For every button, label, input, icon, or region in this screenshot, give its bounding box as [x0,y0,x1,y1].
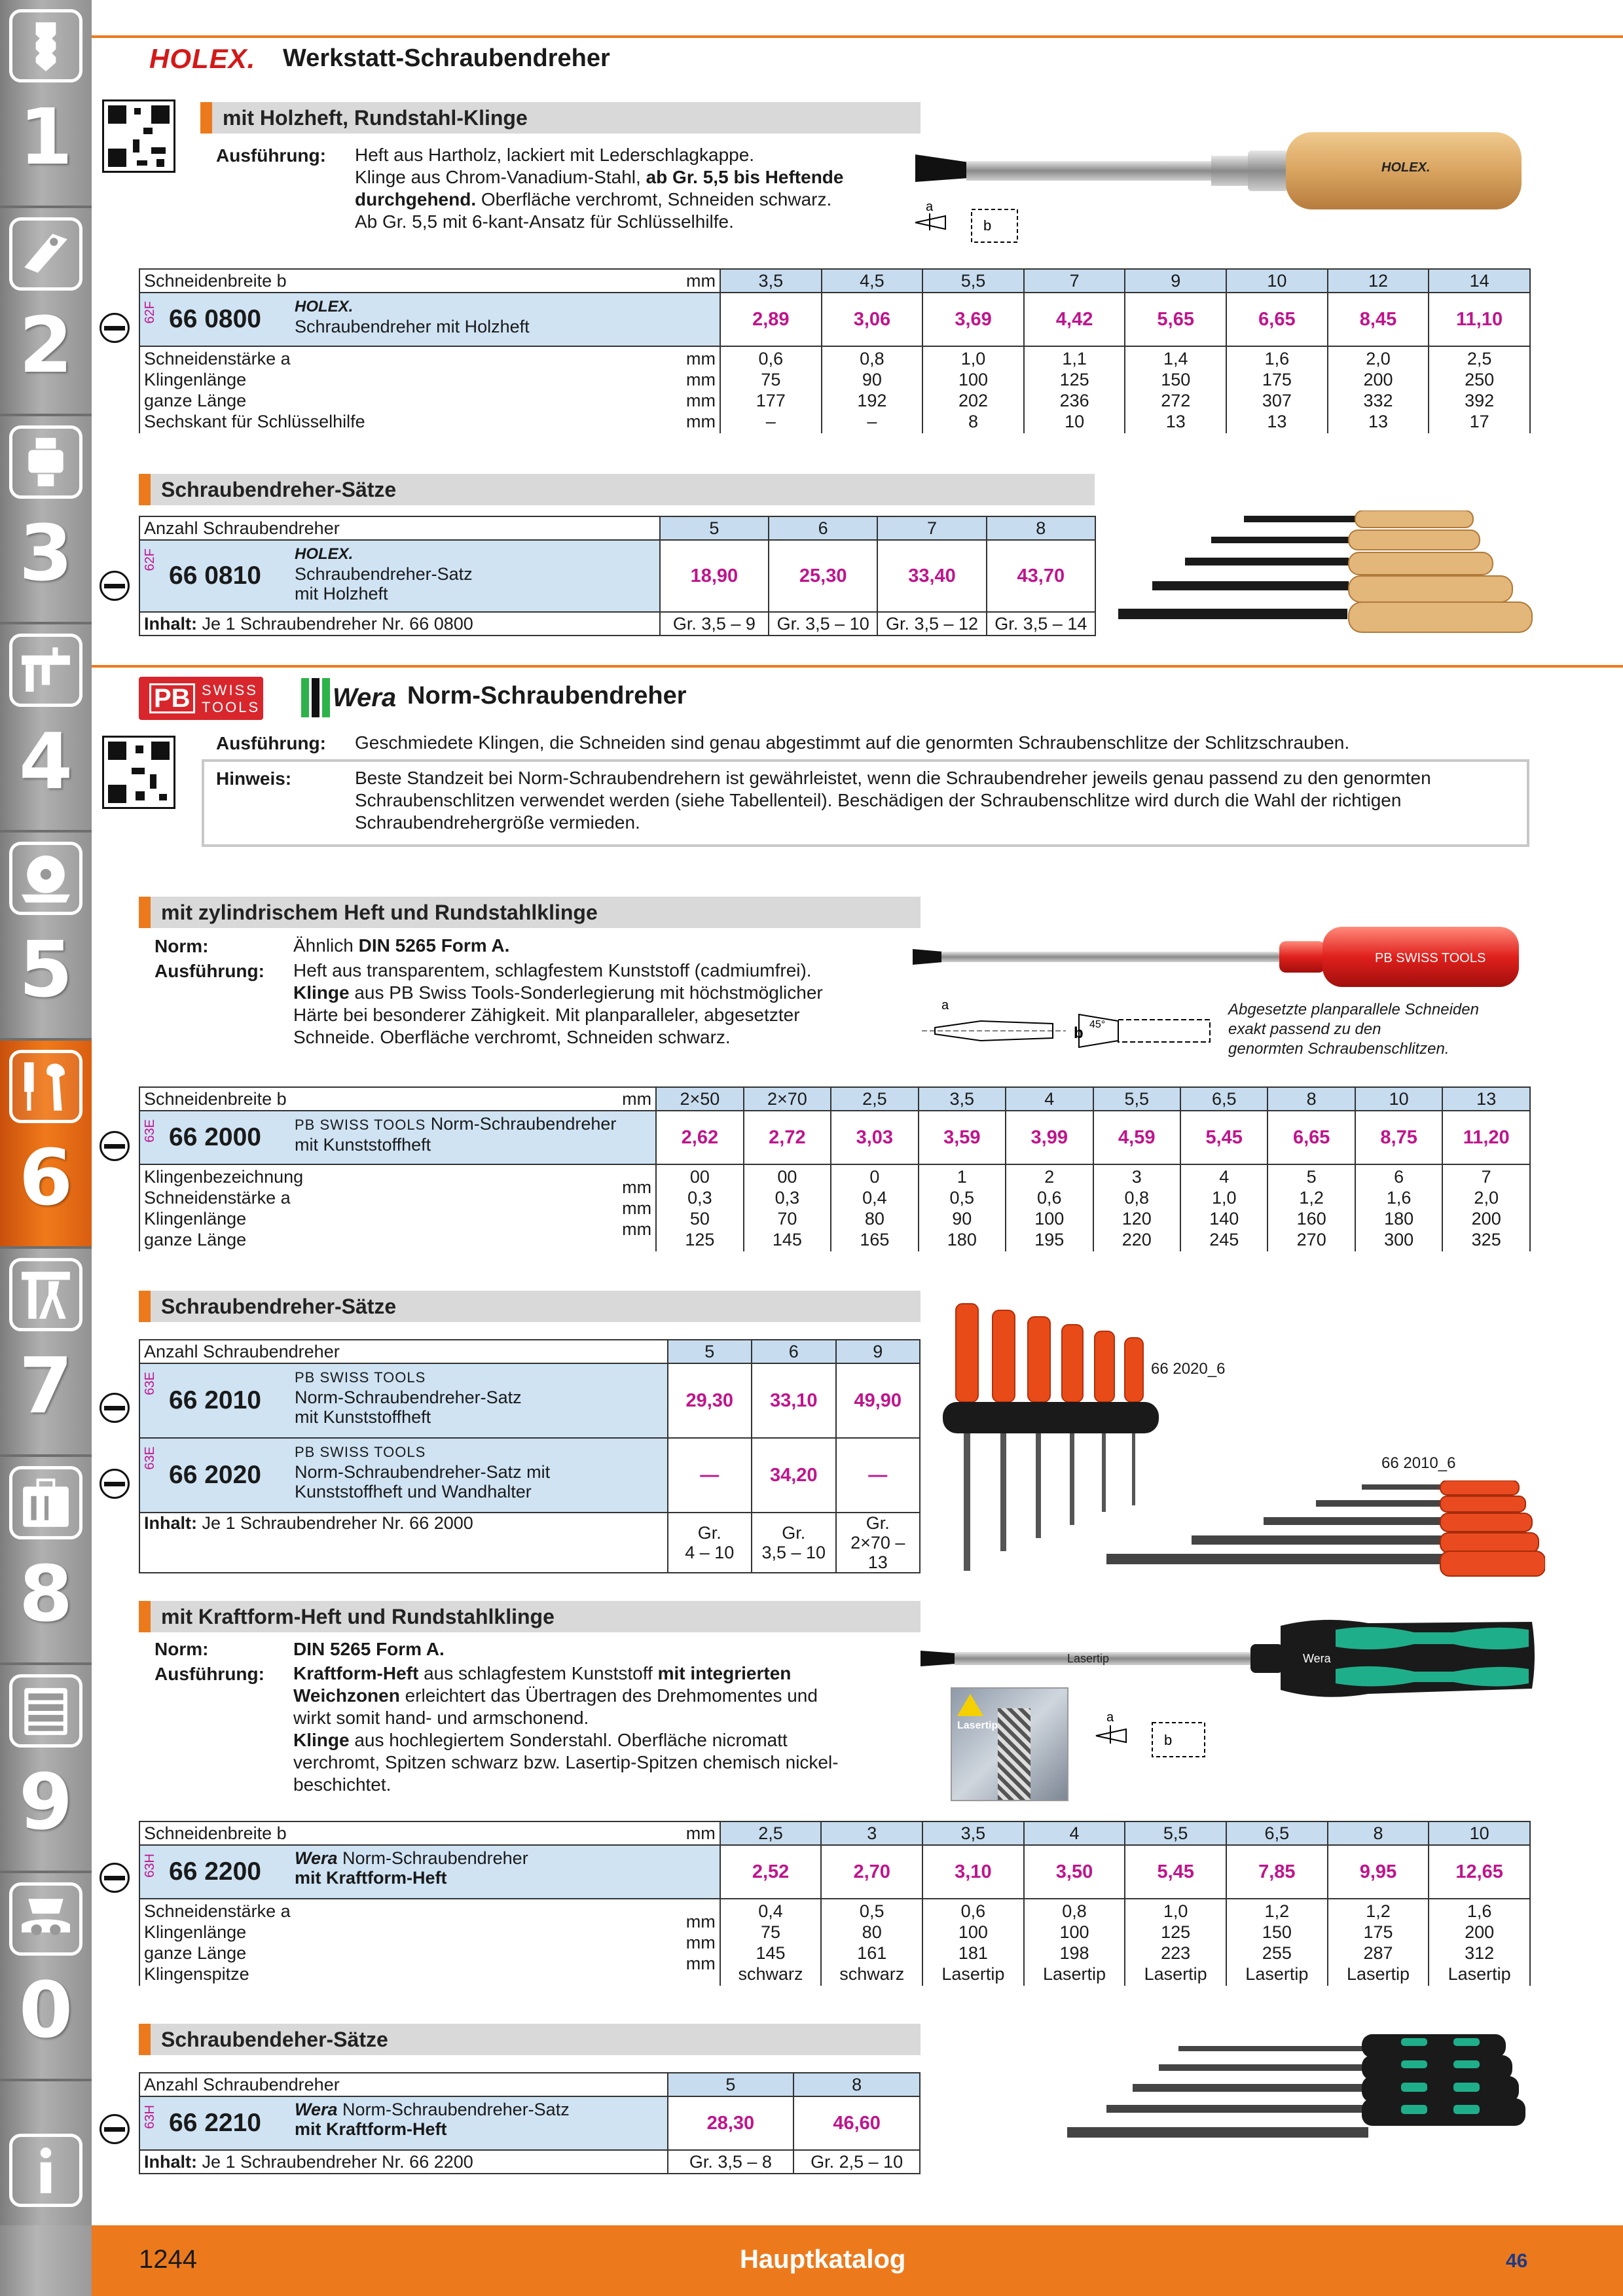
norm-text: DIN 5265 Form A. [293,1639,445,1659]
column-label: Schneidenbreite b [139,1821,660,1845]
chapter-number: 8 [18,1549,73,1639]
chapter-tab-2[interactable] [0,208,92,416]
size-header: 5,5 [922,269,1024,293]
set-range: Gr. 3,5 – 14 [987,612,1095,636]
slot-screw-icon [100,1131,130,1161]
article-cell[interactable] [139,1845,720,1899]
chapter-tab-7[interactable] [0,1249,92,1457]
price: 33,40 [877,540,986,612]
insert-tool-icon [9,217,82,291]
price-code: 63H [143,1854,157,1878]
price: 3,69 [922,293,1024,346]
norm-blade-diagram [922,995,1223,1067]
svg-text:b: b [1164,1732,1173,1748]
lasertip-label: Lasertip [957,1720,998,1731]
price: 5,65 [1125,293,1226,346]
size-header: 2×70 [744,1087,831,1111]
size-header: 6,5 [1180,1087,1267,1111]
ausfuehrung-text: Geschmiedete Klingen, die Schneiden sind genau abgestimmt auf die genormten Schraubenschlitze der Schlitzschrauben. [355,732,1350,753]
unit: mm [660,1821,720,1845]
size-header: 12 [1328,269,1429,293]
article-number: 66 2010 [169,1386,261,1414]
size-header: 5,5 [1093,1087,1180,1111]
ausfuehrung-text: Heft aus Hartholz, lackiert mit Lederschlagkappe. Klinge aus Chrom-Vanadium-Stahl, ab Gr. 5,5 bis Heftende durchgehend. Oberfläche verchromt, Schneiden schwarz. Ab Gr. 5,5 mit 6-kant-Ansatz für Schlüsselhilfe. [355,145,844,232]
set-range: Gr. 2,5 – 10 [793,2150,920,2174]
chapter-number: 3 [18,508,73,598]
info-icon [9,2134,82,2207]
price-code: 63E [143,1119,157,1143]
size-header: 3 [821,1821,922,1845]
wera-set-image [1061,2029,1532,2160]
size-header: 13 [1442,1087,1530,1111]
chapter-number: 5 [18,924,73,1014]
ausfuehrung-label: Ausführung: [155,961,264,981]
price: 4,59 [1093,1111,1180,1164]
price: 11,20 [1442,1111,1530,1164]
set-range: Gr. 3,5 – 8 [668,2150,794,2174]
column-label: Schneidenbreite b [139,269,660,293]
ausfuehrung-text: Heft aus transparentem, schlagfestem Kunststoff (cadmiumfrei). Klinge aus PB Swiss Tools-Sonderlegierung mit höchstmöglicher Härte bei besonderer Zähigkeit. Mit planparalleler, abgesetzter Schneide. Oberfläche verchromt, Schneiden schwarz. [293,960,823,1047]
size-header: 10 [1429,1821,1530,1845]
price-code: 63H [143,2105,157,2129]
chapter-tab-3[interactable] [0,416,92,624]
price: 3,50 [1024,1845,1125,1899]
price: 46,60 [793,2096,920,2150]
norm-label: Norm: [155,1639,209,1659]
subsection-bar: mit zylindrischem Heft und Rundstahlklinge [139,897,921,928]
product-row[interactable] [139,1845,1530,1899]
size-header: 8 [1267,1087,1355,1111]
article-cell[interactable] [139,1438,668,1513]
column-label: Anzahl Schraubendreher [139,516,660,540]
price-code: 63E [143,1372,157,1395]
size-header: 8 [793,2073,920,2096]
article-description: HOLEX. Schraubendreher-Satz mit Holzheft [295,545,473,603]
size-header: 3,5 [919,1087,1006,1111]
size-header: 8 [1328,1821,1429,1845]
price: 3,06 [822,293,923,346]
norm-text: Ähnlich DIN 5265 Form A. [293,935,510,956]
slot-screw-icon [100,571,130,601]
price-code: 63E [143,1446,157,1470]
set-range: Gr. 3,5 – 10 [769,612,877,636]
inhalt: Inhalt: Je 1 Schraubendreher Nr. 66 2200 [139,2150,668,2174]
slot-screw-icon [100,1469,130,1499]
price: — [836,1438,921,1513]
article-description: PB SWISS TOOLS Norm-Schraubendreher-Satz mit Kunststoffheft und Wandhalter [295,1444,551,1501]
svg-text:a: a [1106,1710,1114,1725]
pliers-icon [9,1258,82,1331]
workbench-icon [9,1674,82,1748]
price: 12,65 [1429,1845,1530,1899]
set-range: Gr. 3,5 – 10 [752,1513,835,1573]
price: 11,10 [1429,293,1530,346]
set-range: Gr. 2×70 – 13 [836,1513,921,1573]
size-header: 5 [668,1340,752,1363]
size-header: 4,5 [822,269,923,293]
size-header: 14 [1429,269,1530,293]
price-code: 62F [143,548,157,571]
hinweis-text: Beste Standzeit bei Norm-Schraubendrehern ist gewährleistet, wenn die Schraubendreher jeweils genau passend zu den genormten Schraubenschlitzen verwendet werden (siehe Tabellenteil). Beschädigen der Schraubenschlitze wird durch die Wahl der richtigen Schraubendrehergröße vermieden. [355,768,1431,833]
product-row[interactable] [139,1111,1530,1164]
toolbox-icon [9,1466,82,1539]
subsection-bar: mit Kraftform-Heft und Rundstahlklinge [139,1601,921,1632]
page-number: 1244 [139,2245,197,2274]
spec-rows: Schneidenstärke a Klingenlänge ganze Länge Sechskant für Schlüsselhilfe mm mm mm mm 0,6 75 177 – 0,8 90 192 – 1,0 100 202 8 1,1 125 236 10 1,4 150 272 13 1,6 175 307 13 2,0 200 332 13 2,5 250 392 17 [139,346,1530,433]
grinding-disc-icon [9,842,82,915]
section-rule [92,35,1623,38]
inhalt: Inhalt: Je 1 Schraubendreher Nr. 66 2000 [139,1513,668,1573]
section-title: Norm-Schraubendreher [407,682,687,709]
wera-logo: Wera [333,683,397,712]
wood-screwdriver-set-image [1113,511,1539,648]
price: 25,30 [769,540,877,612]
norm-label: Norm: [155,936,209,956]
column-label: Anzahl Schraubendreher [139,1340,668,1363]
size-header: 2,5 [831,1087,918,1111]
chapter-tab-4[interactable] [0,624,92,833]
product-row[interactable] [139,540,1095,612]
product-table-660810 [139,516,1096,636]
set-range: Gr. 3,5 – 9 [660,612,769,636]
price: 3,10 [922,1845,1024,1899]
section-title: Werkstatt-Schraubendreher [283,45,610,72]
chuck-icon [9,425,82,499]
price: 4,42 [1024,293,1125,346]
inhalt: Inhalt: Je 1 Schraubendreher Nr. 66 0800 [139,612,660,636]
size-header: 8 [987,516,1095,540]
price: 6,65 [1267,1111,1355,1164]
drill-bit-icon [9,9,82,82]
chapter-tab-1[interactable] [0,0,92,208]
product-table-662200 [139,1821,1531,1986]
set-range: Gr. 3,5 – 12 [877,612,986,636]
spec-rows: Klingenbezeichnung Schneidenstärke a Klingenlänge ganze Länge mm mm mm 00 0,3 50 125 00 0,3 70 145 0 0,4 80 165 1 0,5 90 180 2 0,6 100 195 3 0,8 120 220 4 1,0 140 245 5 1,2 160 270 6 1,6 180 300 7 2,0 200 325 [139,1164,1530,1251]
spec-rows: Schneidenstärke a Klingenlänge ganze Länge Klingenspitze mm mm mm 0,4 75 145 schwarz 0,5 80 161 schwarz 0,6 100 181 Lasertip 0,8 100 198 Lasertip 1,0 125 223 Lasertip 1,2 150 255 Lasertip 1,2 175 287 Lasertip 1,6 200 312 Lasertip [139,1899,1530,1986]
product-table-662000 [139,1086,1531,1251]
price: 29,30 [668,1363,752,1438]
svg-text:a: a [941,998,949,1013]
price: 2,70 [821,1845,922,1899]
chapter-number: 2 [18,300,73,390]
ausfuehrung-label: Ausführung: [216,145,326,166]
size-header: 6 [769,516,877,540]
price-code: 62F [143,301,157,324]
size-header: 10 [1226,269,1328,293]
holex-logo: HOLEX. [149,43,256,74]
hinweis-label: Hinweis: [216,768,292,789]
svg-text:b: b [1074,1024,1084,1042]
svg-text:Wera: Wera [1303,1652,1331,1665]
price: 7,85 [1226,1845,1328,1899]
slot-screw-icon [100,313,130,343]
size-header: 7 [877,516,986,540]
article-cell[interactable] [139,540,660,612]
size-header: 9 [836,1340,921,1363]
size-header: 3,5 [922,1821,1024,1845]
subsection-bar: Schraubendreher-Sätze [139,474,1095,505]
price: 6,65 [1226,293,1328,346]
article-cell[interactable] [139,2096,668,2150]
blade-note: Abgesetzte planparallele Schneiden exakt passend zu den genormten Schraubenschlitzen. [1228,1001,1479,1058]
subsection-bar: Schraubendeher-Sätze [139,2024,921,2055]
price: 18,90 [660,540,769,612]
svg-text:HOLEX.: HOLEX. [1381,160,1431,175]
product-row[interactable] [139,2096,920,2150]
chapter-number: 6 [18,1132,73,1223]
slot-screw-icon [100,1393,130,1423]
size-header: 2,5 [720,1821,822,1845]
chapter-tab-0[interactable] [0,1873,92,2081]
size-header: 10 [1355,1087,1442,1111]
article-description: PB SWISS TOOLS Norm-Schraubendreher mit Kunststoffheft [295,1114,617,1155]
price: 3,59 [919,1111,1006,1164]
ausfuehrung-label: Ausführung: [155,1664,264,1684]
chapter-tab-8[interactable] [0,1457,92,1665]
size-header: 6,5 [1226,1821,1328,1845]
price: — [668,1438,752,1513]
chapter-sidebar [0,0,92,2296]
price: 43,70 [987,540,1095,612]
section-index: 46 [1506,2250,1528,2272]
article-cell[interactable] [139,293,720,346]
size-header: 6 [752,1340,835,1363]
product-row[interactable] [139,1363,920,1438]
chapter-tab-6[interactable] [0,1041,92,1249]
price: 33,10 [752,1363,835,1438]
svg-text:b: b [983,217,992,234]
ausfuehrung-text: Kraftform-Heft aus schlagfestem Kunststoff mit integrierten Weichzonen erleichtert das Übertragen des Drehmomentes und wirkt somit hand- und armschonend. Klinge aus hochlegiertem Sonderstahl. Oberfläche nicromatt verchromt, Spitzen schwarz bzw. Lasertip-Spitzen chemisch nickel- beschichtet. [293,1663,839,1795]
size-header: 5 [660,516,769,540]
svg-text:45°: 45° [1089,1019,1106,1030]
laser-warning-icon [957,1694,983,1716]
chapter-number: 1 [18,92,73,182]
wera-blade-diagram [1087,1707,1218,1766]
price: 34,20 [752,1438,835,1513]
size-header: 5,5 [1125,1821,1226,1845]
price: 49,90 [836,1363,921,1438]
article-description: HOLEX. Schraubendreher mit Holzheft [295,298,530,336]
article-number: 66 0810 [169,562,261,590]
size-header: 2×50 [656,1087,743,1111]
svg-text:Lasertip: Lasertip [1067,1652,1110,1665]
slot-screw-icon [100,1863,130,1893]
size-header: 7 [1024,269,1125,293]
article-number: 66 2000 [169,1123,261,1151]
article-cell[interactable] [139,1363,668,1438]
price: 2,89 [720,293,822,346]
caliper-icon [9,634,82,707]
article-description: Wera Norm-Schraubendreher-Satz mit Kraftform-Heft [295,2100,570,2139]
pb-red-screwdriver-image [903,922,1532,994]
article-description: Wera Norm-Schraubendreher mit Kraftform-Heft [295,1848,528,1888]
article-number: 66 2210 [169,2109,261,2137]
image-caption: 66 2010_6 [1381,1454,1456,1472]
chapter-tab-9[interactable] [0,1665,92,1873]
size-header: 5 [668,2073,794,2096]
size-header: 4 [1006,1087,1093,1111]
size-header: 3,5 [720,269,822,293]
column-label: Anzahl Schraubendreher [139,2073,668,2096]
price: 8,45 [1328,293,1429,346]
price: 8,75 [1355,1111,1442,1164]
subsection-bar: Schraubendreher-Sätze [139,1291,921,1322]
article-cell[interactable] [139,1111,656,1164]
qr-code[interactable] [102,99,175,173]
ausfuehrung-label: Ausführung: [216,733,326,753]
chapter-tab-5[interactable] [0,833,92,1041]
size-header: 4 [1024,1821,1125,1845]
price: 5,45 [1125,1845,1226,1899]
size-header: 9 [1125,269,1226,293]
safety-gear-icon [9,1882,82,1956]
product-table-662010 [139,1339,921,1573]
wera-logo-icon [300,678,331,717]
image-caption: 66 2020_6 [1151,1360,1226,1378]
price: 3,99 [1006,1111,1093,1164]
screwdriver-wrench-icon [9,1050,82,1123]
chapter-number: 0 [18,1965,73,2055]
svg-text:a: a [926,200,934,214]
article-description: PB SWISS TOOLS Norm-Schraubendreher-Satz mit Kunststoffheft [295,1369,522,1427]
price: 2,62 [656,1111,743,1164]
pb-swiss-tools-logo: PB SWISS TOOLS [139,677,263,720]
price: 2,52 [720,1845,822,1899]
blade-dimension-diagram [906,196,1037,249]
unit: mm [596,1087,656,1111]
article-number: 66 0800 [169,305,261,333]
subsection-bar: mit Holzheft, Rundstahl-Klinge [200,102,921,134]
set-range: Gr. 4 – 10 [668,1513,752,1573]
price: 3,03 [831,1111,918,1164]
price: 9,95 [1328,1845,1429,1899]
section-rule [92,665,1623,668]
product-table-662210 [139,2072,921,2174]
column-label: Schneidenbreite b [139,1087,596,1111]
page-footer [92,2225,1623,2296]
svg-text:PB SWISS TOOLS: PB SWISS TOOLS [1375,951,1486,965]
chapter-number: 4 [18,716,73,806]
catalog-title: Hauptkatalog [740,2245,906,2274]
product-row[interactable] [139,1438,920,1513]
qr-code[interactable] [102,736,175,809]
chapter-number: 7 [18,1340,73,1431]
unit: mm [660,269,720,293]
product-row[interactable] [139,293,1530,346]
article-number: 66 2200 [169,1857,261,1886]
pb-set-image [1100,1480,1545,1579]
price: 5,45 [1180,1111,1267,1164]
chapter-tab-info[interactable] [0,2081,92,2225]
chapter-number: 9 [18,1757,73,1847]
product-table-660800 [139,268,1531,433]
lasertip-detail-image [951,1687,1068,1801]
price: 28,30 [668,2096,794,2150]
article-number: 66 2020 [169,1461,261,1489]
price: 2,72 [744,1111,831,1164]
slot-screw-icon [100,2114,130,2144]
